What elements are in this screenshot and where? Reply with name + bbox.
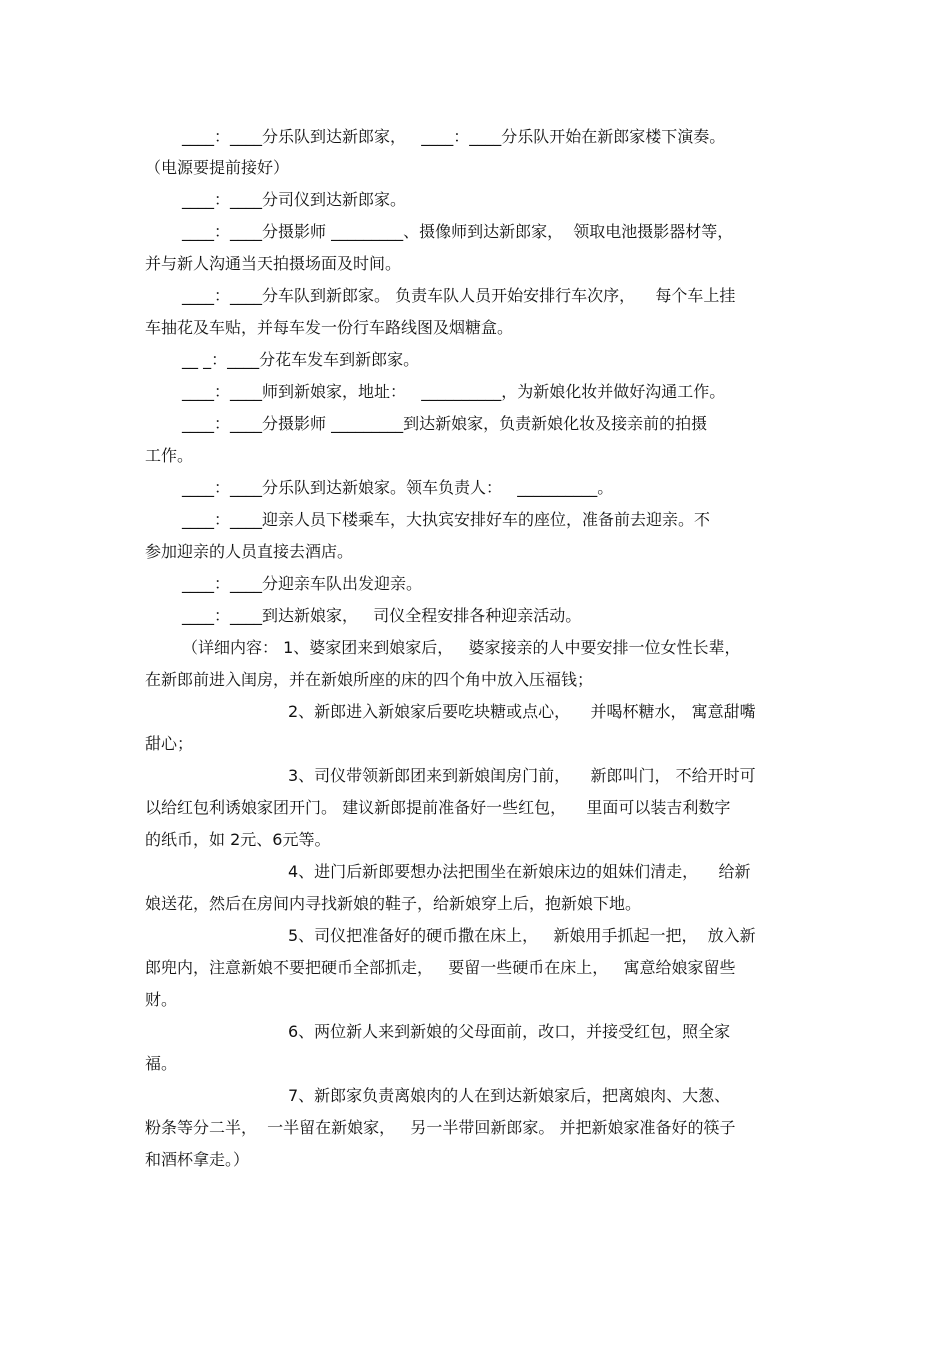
text-line: 财。 (145, 990, 178, 1009)
text-line: 和酒杯拿走。） (145, 1150, 250, 1169)
text-line: 的纸币，如 2元、6元等。 (145, 830, 331, 849)
text-line: （详细内容： 1、婆家团来到娘家后， 婆家接亲的人中要安排一位女性长辈， (182, 638, 741, 657)
text-line: 3、司仪带领新郎团来到新娘闺房门前， 新郎叫门， 不给开时可 (288, 766, 756, 785)
text-line: 工作。 (145, 446, 194, 465)
text-line: ____：____迎亲人员下楼乘车，大执宾安排好车的座位，准备前去迎亲。不 (182, 510, 711, 529)
text-line: ____：____分摄影师 _________到达新娘家，负责新娘化妆及接亲前的拍摄 (182, 414, 708, 433)
text-line: 车抽花及车贴，并每车发一份行车路线图及烟糖盒。 (145, 318, 514, 337)
text-line: 以给红包利诱娘家团开门。 建议新郎提前准备好一些红包， 里面可以装吉利数字 (145, 798, 731, 817)
text-line: 并与新人沟通当天拍摄场面及时间。 (145, 254, 402, 273)
text-line: ____：____到达新娘家， 司仪全程安排各种迎亲活动。 (182, 606, 582, 625)
text-line: （电源要提前接好） (145, 158, 290, 177)
text-line: ____：____分摄影师 _________、摄像师到达新郎家， 领取电池摄影器材等， (182, 222, 734, 241)
text-line: 郎兜内，注意新娘不要把硬币全部抓走， 要留一些硬币在床上， 寓意给娘家留些 (145, 958, 736, 977)
text-line: 4、进门后新郎要想办法把围坐在新娘床边的姐妹们清走， 给新 (288, 862, 751, 881)
text-line: ____：____分迎亲车队出发迎亲。 (182, 574, 423, 593)
text-line: 6、两位新人来到新娘的父母面前，改口，并接受红包，照全家 (288, 1022, 731, 1041)
text-line: 福。 (145, 1054, 178, 1073)
text-line: 在新郎前进入闺房，并在新娘所座的床的四个角中放入压福钱； (145, 670, 594, 689)
text-line: 娘送花，然后在房间内寻找新娘的鞋子，给新娘穿上后，抱新娘下地。 (145, 894, 642, 913)
text-line: ____：____分车队到新郎家。 负责车队人员开始安排行车次序， 每个车上挂 (182, 286, 736, 305)
text-line: 5、司仪把准备好的硬币撒在床上， 新娘用手抓起一把， 放入新 (288, 926, 756, 945)
text-line: ____：____分司仪到达新郎家。 (182, 190, 407, 209)
text-line: 7、新郎家负责离娘肉的人在到达新娘家后，把离娘肉、大葱、 (288, 1086, 731, 1105)
text-line: 甜心； (145, 734, 194, 753)
text-line: ____：____分乐队到达新娘家。领车负责人： __________。 (182, 478, 614, 497)
text-line: 参加迎亲的人员直接去酒店。 (145, 542, 354, 561)
text-line: 粉条等分二半， 一半留在新娘家， 另一半带回新郎家。 并把新娘家准备好的筷子 (145, 1118, 736, 1137)
text-line: __ _：____分花车发车到新郎家。 (182, 350, 420, 369)
text-line: 2、新郎进入新娘家后要吃块糖或点心， 并喝杯糖水， 寓意甜嘴 (288, 702, 756, 721)
text-line: ____：____师到新娘家，地址： __________，为新娘化妆并做好沟通工作。 (182, 382, 726, 401)
text-line: ____：____分乐队到达新郎家， ____：____分乐队开始在新郎家楼下演奏。 (182, 127, 726, 146)
